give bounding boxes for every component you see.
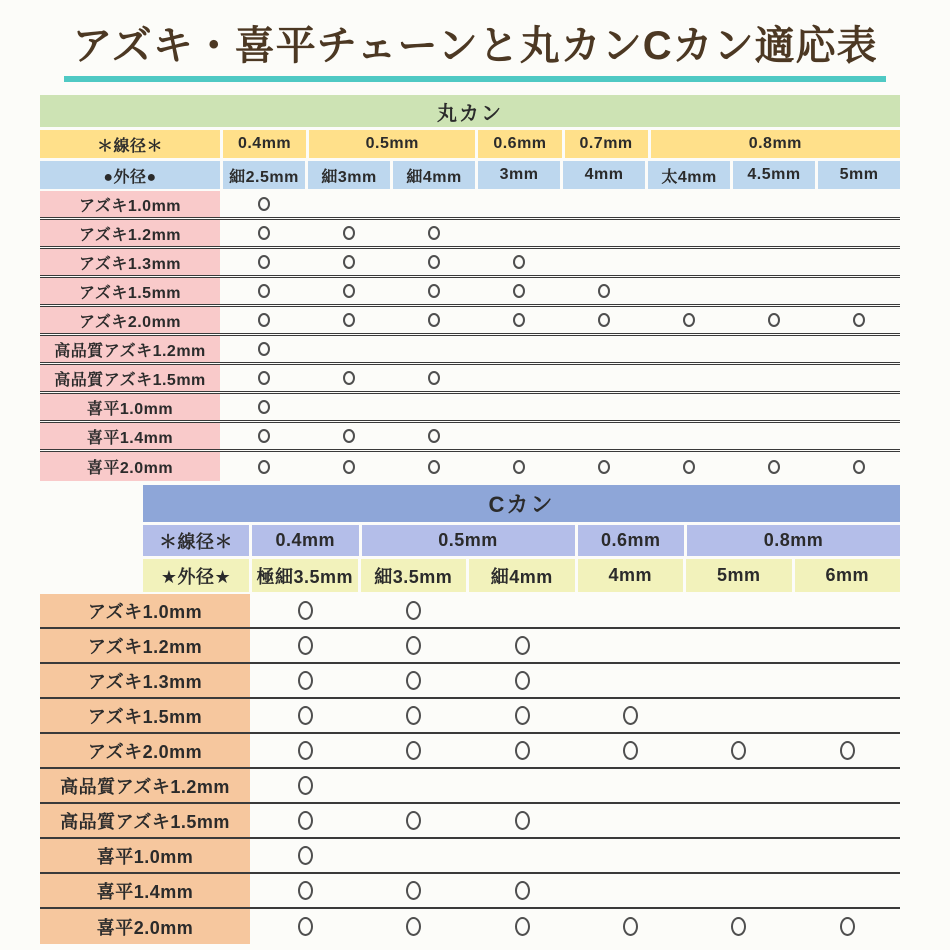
empty-cell bbox=[563, 220, 645, 246]
compatibility-circle-icon bbox=[258, 255, 270, 269]
empty-cell bbox=[478, 220, 560, 246]
table-title-maru-kan: 丸カン bbox=[40, 95, 900, 127]
compatibility-circle-icon bbox=[598, 460, 610, 474]
compatibility-circle-icon bbox=[428, 226, 440, 240]
compatibility-circle-icon bbox=[853, 313, 865, 327]
compatibility-circle-icon bbox=[515, 741, 530, 760]
empty-cell bbox=[686, 839, 791, 872]
empty-cell bbox=[393, 191, 475, 217]
compatibility-circle-icon bbox=[853, 460, 865, 474]
compatibility-circle-icon bbox=[343, 460, 355, 474]
empty-cell bbox=[795, 664, 900, 697]
outer-diameter-cell: 細3.5mm bbox=[361, 559, 467, 592]
empty-cell bbox=[733, 220, 815, 246]
mark-cell bbox=[393, 365, 475, 391]
mark-cell bbox=[308, 278, 390, 304]
compatibility-circle-icon bbox=[406, 671, 421, 690]
mark-cell bbox=[478, 249, 560, 275]
empty-cell bbox=[733, 336, 815, 362]
empty-cell bbox=[563, 191, 645, 217]
empty-cell bbox=[578, 804, 683, 837]
compatibility-circle-icon bbox=[258, 226, 270, 240]
mark-cell bbox=[470, 874, 575, 907]
empty-cell bbox=[308, 336, 390, 362]
compatibility-circle-icon bbox=[428, 460, 440, 474]
wire-diameter-cell: 0.7mm bbox=[565, 130, 648, 158]
mark-cell bbox=[361, 874, 466, 907]
empty-cell bbox=[563, 336, 645, 362]
table-row bbox=[40, 394, 900, 423]
mark-cell bbox=[253, 699, 358, 732]
wire-diameter-row bbox=[143, 525, 900, 556]
compatibility-circle-icon bbox=[258, 284, 270, 298]
mark-cell bbox=[818, 452, 900, 481]
mark-cell bbox=[470, 909, 575, 944]
empty-cell bbox=[818, 220, 900, 246]
table-title-c-kan: Cカン bbox=[143, 485, 900, 522]
row-label: 喜平1.0mm bbox=[40, 394, 220, 420]
mark-cell bbox=[361, 594, 466, 627]
mark-cell bbox=[393, 307, 475, 333]
empty-cell bbox=[648, 249, 730, 275]
compatibility-circle-icon bbox=[343, 371, 355, 385]
table-row bbox=[40, 249, 900, 278]
empty-cell bbox=[648, 336, 730, 362]
mark-cell bbox=[648, 452, 730, 481]
page-title: アズキ・喜平チェーンと丸カンCカン適応表 bbox=[64, 14, 885, 82]
compatibility-circle-icon bbox=[406, 706, 421, 725]
compatibility-circle-icon bbox=[406, 811, 421, 830]
compatibility-circle-icon bbox=[768, 460, 780, 474]
table-row bbox=[40, 769, 900, 804]
empty-cell bbox=[818, 191, 900, 217]
empty-cell bbox=[733, 191, 815, 217]
table-row bbox=[40, 874, 900, 909]
c-kan-table bbox=[40, 485, 900, 944]
empty-cell bbox=[648, 365, 730, 391]
mark-cell bbox=[393, 249, 475, 275]
compatibility-circle-icon bbox=[298, 881, 313, 900]
row-label: アズキ2.0mm bbox=[40, 307, 220, 333]
empty-cell bbox=[361, 769, 466, 802]
mark-cell bbox=[470, 804, 575, 837]
compatibility-circle-icon bbox=[298, 601, 313, 620]
mark-cell bbox=[578, 699, 683, 732]
compatibility-circle-icon bbox=[623, 706, 638, 725]
outer-diameter-cell: 細3mm bbox=[308, 161, 390, 189]
wire-diameter-cell: 0.6mm bbox=[478, 130, 561, 158]
mark-cell bbox=[223, 220, 305, 246]
empty-cell bbox=[686, 769, 791, 802]
empty-cell bbox=[563, 423, 645, 449]
empty-cell bbox=[578, 594, 683, 627]
wire-diameter-cell: 0.5mm bbox=[362, 525, 575, 556]
mark-cell bbox=[223, 278, 305, 304]
compatibility-circle-icon bbox=[840, 741, 855, 760]
table-body bbox=[40, 191, 900, 481]
mark-cell bbox=[253, 594, 358, 627]
empty-cell bbox=[478, 336, 560, 362]
mark-cell bbox=[308, 452, 390, 481]
empty-cell bbox=[470, 594, 575, 627]
row-label: アズキ1.2mm bbox=[40, 220, 220, 246]
empty-cell bbox=[393, 336, 475, 362]
compatibility-circle-icon bbox=[298, 776, 313, 795]
empty-cell bbox=[818, 365, 900, 391]
compatibility-circle-icon bbox=[258, 460, 270, 474]
mark-cell bbox=[393, 220, 475, 246]
row-label: 喜平1.4mm bbox=[40, 874, 250, 907]
empty-cell bbox=[795, 874, 900, 907]
outer-diameter-cell: 5mm bbox=[686, 559, 792, 592]
mark-cell bbox=[308, 365, 390, 391]
empty-cell bbox=[478, 191, 560, 217]
compatibility-circle-icon bbox=[683, 313, 695, 327]
row-label: アズキ1.5mm bbox=[40, 699, 250, 732]
empty-cell bbox=[733, 365, 815, 391]
row-label: 高品質アズキ1.5mm bbox=[40, 365, 220, 391]
mark-cell bbox=[253, 909, 358, 944]
mark-cell bbox=[253, 874, 358, 907]
empty-cell bbox=[648, 191, 730, 217]
empty-cell bbox=[578, 629, 683, 662]
empty-cell bbox=[686, 804, 791, 837]
row-label: 喜平1.4mm bbox=[40, 423, 220, 449]
wire-diameter-cell: 0.4mm bbox=[223, 130, 306, 158]
mark-cell bbox=[578, 734, 683, 767]
empty-cell bbox=[733, 394, 815, 420]
mark-cell bbox=[393, 278, 475, 304]
compatibility-circle-icon bbox=[258, 197, 270, 211]
empty-cell bbox=[795, 804, 900, 837]
empty-cell bbox=[563, 365, 645, 391]
row-label: 喜平1.0mm bbox=[40, 839, 250, 872]
wire-diameter-row bbox=[40, 130, 900, 158]
compatibility-circle-icon bbox=[428, 313, 440, 327]
compatibility-circle-icon bbox=[515, 917, 530, 936]
empty-cell bbox=[818, 336, 900, 362]
table-row bbox=[40, 336, 900, 365]
table-row bbox=[40, 452, 900, 481]
outer-diameter-cell: 4.5mm bbox=[733, 161, 815, 189]
table-row bbox=[40, 734, 900, 769]
compatibility-circle-icon bbox=[731, 917, 746, 936]
mark-cell bbox=[253, 664, 358, 697]
compatibility-circle-icon bbox=[406, 917, 421, 936]
mark-cell bbox=[393, 452, 475, 481]
mark-cell bbox=[308, 423, 390, 449]
maru-kan-table bbox=[40, 95, 900, 481]
compatibility-circle-icon bbox=[298, 706, 313, 725]
mark-cell bbox=[563, 307, 645, 333]
outer-diameter-cell: 極細3.5mm bbox=[252, 559, 358, 592]
compatibility-circle-icon bbox=[598, 313, 610, 327]
table-row bbox=[40, 909, 900, 944]
mark-cell bbox=[253, 839, 358, 872]
compatibility-circle-icon bbox=[623, 741, 638, 760]
row-label: アズキ1.0mm bbox=[40, 594, 250, 627]
outer-diameter-cell: 細2.5mm bbox=[223, 161, 305, 189]
empty-cell bbox=[308, 394, 390, 420]
mark-cell bbox=[223, 336, 305, 362]
row-label: 喜平2.0mm bbox=[40, 909, 250, 944]
empty-cell bbox=[308, 191, 390, 217]
empty-cell bbox=[818, 249, 900, 275]
compatibility-circle-icon bbox=[258, 400, 270, 414]
mark-cell bbox=[648, 307, 730, 333]
compatibility-circle-icon bbox=[840, 917, 855, 936]
mark-cell bbox=[223, 249, 305, 275]
wire-diameter-cell: 0.8mm bbox=[651, 130, 900, 158]
empty-cell bbox=[818, 278, 900, 304]
row-label: アズキ1.5mm bbox=[40, 278, 220, 304]
table-row bbox=[40, 278, 900, 307]
row-label: アズキ1.3mm bbox=[40, 664, 250, 697]
compatibility-circle-icon bbox=[406, 741, 421, 760]
empty-cell bbox=[470, 839, 575, 872]
table-row bbox=[40, 220, 900, 249]
mark-cell bbox=[733, 307, 815, 333]
empty-cell bbox=[648, 394, 730, 420]
table-row bbox=[40, 839, 900, 874]
empty-cell bbox=[648, 220, 730, 246]
wire-diameter-label: ＊線径＊ bbox=[143, 525, 249, 556]
compatibility-circle-icon bbox=[598, 284, 610, 298]
title-area bbox=[0, 14, 950, 82]
empty-cell bbox=[818, 394, 900, 420]
empty-cell bbox=[648, 423, 730, 449]
empty-cell bbox=[733, 249, 815, 275]
empty-cell bbox=[578, 769, 683, 802]
outer-diameter-row bbox=[40, 161, 900, 189]
table-row bbox=[40, 191, 900, 220]
empty-cell bbox=[563, 394, 645, 420]
compatibility-circle-icon bbox=[343, 429, 355, 443]
empty-cell bbox=[470, 769, 575, 802]
compatibility-circle-icon bbox=[298, 671, 313, 690]
table-row bbox=[40, 365, 900, 394]
compatibility-circle-icon bbox=[298, 636, 313, 655]
empty-cell bbox=[578, 664, 683, 697]
compatibility-circle-icon bbox=[343, 313, 355, 327]
mark-cell bbox=[308, 220, 390, 246]
mark-cell bbox=[223, 365, 305, 391]
table-row bbox=[40, 307, 900, 336]
compatibility-circle-icon bbox=[515, 706, 530, 725]
empty-cell bbox=[686, 699, 791, 732]
outer-diameter-cell: 太4mm bbox=[648, 161, 730, 189]
compatibility-circle-icon bbox=[513, 460, 525, 474]
outer-diameter-cell: 5mm bbox=[818, 161, 900, 189]
mark-cell bbox=[470, 734, 575, 767]
mark-cell bbox=[393, 423, 475, 449]
mark-cell bbox=[223, 423, 305, 449]
compatibility-circle-icon bbox=[258, 371, 270, 385]
compatibility-circle-icon bbox=[258, 313, 270, 327]
mark-cell bbox=[361, 734, 466, 767]
compatibility-circle-icon bbox=[515, 811, 530, 830]
compatibility-circle-icon bbox=[258, 429, 270, 443]
mark-cell bbox=[223, 394, 305, 420]
compatibility-circle-icon bbox=[515, 636, 530, 655]
empty-cell bbox=[795, 629, 900, 662]
row-label: アズキ1.2mm bbox=[40, 629, 250, 662]
mark-cell bbox=[795, 909, 900, 944]
compatibility-circle-icon bbox=[731, 741, 746, 760]
outer-diameter-cell: 細4mm bbox=[469, 559, 575, 592]
compatibility-circle-icon bbox=[428, 371, 440, 385]
empty-cell bbox=[478, 423, 560, 449]
outer-diameter-cell: 4mm bbox=[563, 161, 645, 189]
mark-cell bbox=[361, 804, 466, 837]
outer-diameter-cell: 4mm bbox=[578, 559, 684, 592]
compatibility-circle-icon bbox=[343, 255, 355, 269]
row-label: アズキ1.0mm bbox=[40, 191, 220, 217]
row-label: アズキ2.0mm bbox=[40, 734, 250, 767]
compatibility-circle-icon bbox=[298, 811, 313, 830]
mark-cell bbox=[478, 278, 560, 304]
compatibility-circle-icon bbox=[683, 460, 695, 474]
wire-diameter-cell: 0.4mm bbox=[252, 525, 359, 556]
compatibility-circle-icon bbox=[406, 636, 421, 655]
mark-cell bbox=[308, 307, 390, 333]
empty-cell bbox=[795, 769, 900, 802]
empty-cell bbox=[795, 839, 900, 872]
compatibility-circle-icon bbox=[513, 284, 525, 298]
compatibility-circle-icon bbox=[513, 313, 525, 327]
mark-cell bbox=[478, 307, 560, 333]
wire-diameter-cell: 0.5mm bbox=[309, 130, 475, 158]
wire-diameter-cell: 0.6mm bbox=[578, 525, 685, 556]
empty-cell bbox=[393, 394, 475, 420]
compatibility-circle-icon bbox=[298, 917, 313, 936]
outer-diameter-cell: 細4mm bbox=[393, 161, 475, 189]
compatibility-circle-icon bbox=[406, 881, 421, 900]
outer-diameter-label: ●外径● bbox=[40, 161, 220, 189]
mark-cell bbox=[470, 629, 575, 662]
empty-cell bbox=[795, 699, 900, 732]
table-body bbox=[40, 594, 900, 944]
mark-cell bbox=[361, 699, 466, 732]
compatibility-circle-icon bbox=[515, 881, 530, 900]
mark-cell bbox=[223, 191, 305, 217]
compatibility-circle-icon bbox=[623, 917, 638, 936]
empty-cell bbox=[686, 594, 791, 627]
compatibility-circle-icon bbox=[298, 741, 313, 760]
empty-cell bbox=[578, 874, 683, 907]
outer-diameter-cell: 3mm bbox=[478, 161, 560, 189]
compatibility-circle-icon bbox=[258, 342, 270, 356]
mark-cell bbox=[223, 307, 305, 333]
empty-cell bbox=[578, 839, 683, 872]
table-row bbox=[40, 629, 900, 664]
compatibility-circle-icon bbox=[768, 313, 780, 327]
empty-cell bbox=[686, 629, 791, 662]
outer-diameter-cell: 6mm bbox=[795, 559, 901, 592]
table-row bbox=[40, 594, 900, 629]
row-label: アズキ1.3mm bbox=[40, 249, 220, 275]
empty-cell bbox=[563, 249, 645, 275]
mark-cell bbox=[563, 278, 645, 304]
table-row bbox=[40, 804, 900, 839]
empty-cell bbox=[478, 365, 560, 391]
compatibility-circle-icon bbox=[343, 284, 355, 298]
empty-cell bbox=[361, 839, 466, 872]
empty-cell bbox=[648, 278, 730, 304]
empty-cell bbox=[795, 594, 900, 627]
mark-cell bbox=[361, 664, 466, 697]
table-row bbox=[40, 664, 900, 699]
empty-cell bbox=[733, 423, 815, 449]
compatibility-circle-icon bbox=[406, 601, 421, 620]
mark-cell bbox=[686, 734, 791, 767]
compatibility-circle-icon bbox=[343, 226, 355, 240]
mark-cell bbox=[253, 769, 358, 802]
mark-cell bbox=[470, 664, 575, 697]
compatibility-circle-icon bbox=[515, 671, 530, 690]
mark-cell bbox=[733, 452, 815, 481]
mark-cell bbox=[308, 249, 390, 275]
empty-cell bbox=[478, 394, 560, 420]
empty-cell bbox=[733, 278, 815, 304]
row-label: 高品質アズキ1.2mm bbox=[40, 769, 250, 802]
mark-cell bbox=[361, 909, 466, 944]
mark-cell bbox=[253, 734, 358, 767]
outer-diameter-row bbox=[143, 559, 900, 592]
mark-cell bbox=[470, 699, 575, 732]
mark-cell bbox=[578, 909, 683, 944]
wire-diameter-cell: 0.8mm bbox=[687, 525, 900, 556]
mark-cell bbox=[686, 909, 791, 944]
mark-cell bbox=[563, 452, 645, 481]
compatibility-circle-icon bbox=[298, 846, 313, 865]
row-label: 高品質アズキ1.2mm bbox=[40, 336, 220, 362]
mark-cell bbox=[253, 629, 358, 662]
mark-cell bbox=[818, 307, 900, 333]
compatibility-circle-icon bbox=[428, 284, 440, 298]
compatibility-circle-icon bbox=[428, 255, 440, 269]
wire-diameter-label: ＊線径＊ bbox=[40, 130, 220, 158]
mark-cell bbox=[361, 629, 466, 662]
row-label: 高品質アズキ1.5mm bbox=[40, 804, 250, 837]
empty-cell bbox=[818, 423, 900, 449]
mark-cell bbox=[478, 452, 560, 481]
mark-cell bbox=[795, 734, 900, 767]
mark-cell bbox=[223, 452, 305, 481]
row-label: 喜平2.0mm bbox=[40, 452, 220, 481]
compatibility-circle-icon bbox=[428, 429, 440, 443]
table-row bbox=[40, 423, 900, 452]
mark-cell bbox=[253, 804, 358, 837]
table-row bbox=[40, 699, 900, 734]
empty-cell bbox=[686, 874, 791, 907]
compatibility-circle-icon bbox=[513, 255, 525, 269]
outer-diameter-label: ★外径★ bbox=[143, 559, 249, 592]
empty-cell bbox=[686, 664, 791, 697]
